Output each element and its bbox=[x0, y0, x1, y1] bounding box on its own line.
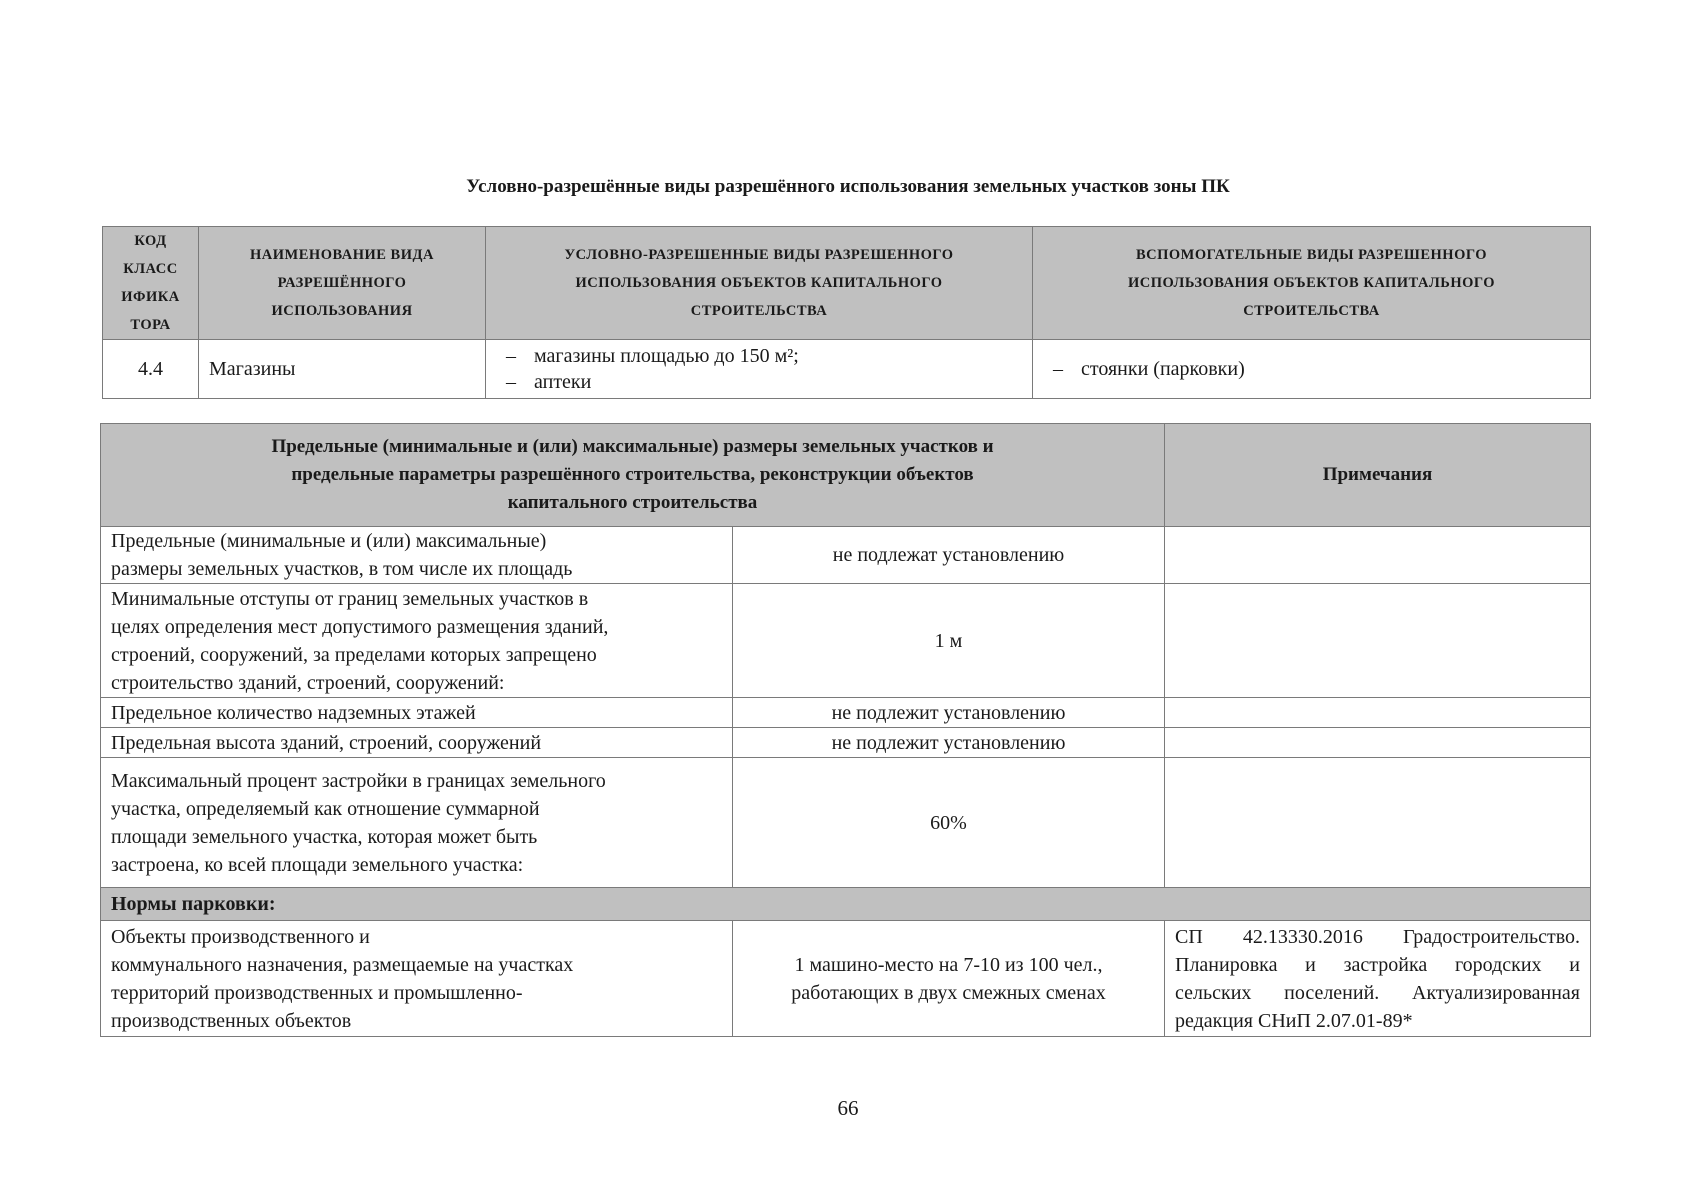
parameter-value: не подлежат установлению bbox=[733, 527, 1165, 584]
label-line: производственных объектов bbox=[111, 1009, 352, 1032]
parameter-value: 1 м bbox=[733, 584, 1165, 698]
table-row bbox=[101, 527, 1591, 584]
parameter-value: 60% bbox=[733, 758, 1165, 888]
header-notes: Примечания bbox=[1165, 424, 1591, 527]
list-item-text: аптеки bbox=[534, 371, 592, 393]
header-line: СТРОИТЕЛЬСТВА bbox=[690, 303, 828, 319]
auxiliary-uses-cell bbox=[1033, 340, 1591, 399]
parameter-note bbox=[1165, 527, 1591, 584]
table-row bbox=[101, 758, 1591, 888]
header-line: ИСПОЛЬЗОВАНИЯ ОБЪЕКТОВ КАПИТАЛЬНОГО bbox=[1127, 275, 1496, 291]
label-line: застроена, ко всей площади земельного участка: bbox=[111, 853, 524, 876]
header-auxiliary bbox=[1033, 227, 1591, 340]
label-line: Объекты производственного и bbox=[111, 925, 370, 948]
value-line: работающих в двух смежных сменах bbox=[791, 981, 1106, 1004]
table-row bbox=[101, 584, 1591, 698]
header-line: СТРОИТЕЛЬСТВА bbox=[1243, 303, 1380, 319]
parameter-note bbox=[1165, 698, 1591, 728]
list-item bbox=[506, 343, 1031, 369]
value-line: 1 машино-место на 7-10 из 100 чел., bbox=[794, 953, 1103, 976]
label-line: территорий производственных и промышленно- bbox=[111, 981, 523, 1004]
note-line: СП 42.13330.2016 Градостроительство. bbox=[1175, 925, 1580, 948]
list-item-text: стоянки (парковки) bbox=[1081, 358, 1245, 380]
table-row bbox=[101, 921, 1591, 1037]
header-line: ВСПОМОГАТЕЛЬНЫЕ ВИДЫ РАЗРЕШЕННОГО bbox=[1135, 247, 1488, 263]
table-row bbox=[101, 698, 1591, 728]
parameter-value: не подлежит установлению bbox=[733, 728, 1165, 758]
label-line: Максимальный процент застройки в границах земельного bbox=[111, 769, 606, 792]
header-line: ИСПОЛЬЗОВАНИЯ ОБЪЕКТОВ КАПИТАЛЬНОГО bbox=[575, 275, 943, 291]
parameter-label bbox=[101, 921, 733, 1037]
header-conditional bbox=[486, 227, 1033, 340]
parameter-label bbox=[101, 527, 733, 584]
label-line: Предельное количество надземных этажей bbox=[111, 701, 476, 724]
list-item bbox=[506, 369, 1031, 395]
header-line: РАЗРЕШЁННОГО bbox=[277, 275, 407, 291]
list-item bbox=[1053, 356, 1589, 382]
parameter-note bbox=[1165, 584, 1591, 698]
header-line: ИФИКА bbox=[121, 289, 180, 305]
header-code bbox=[103, 227, 199, 340]
parameter-value bbox=[733, 921, 1165, 1037]
conditional-uses-cell bbox=[486, 340, 1033, 399]
label-line: размеры земельных участков, в том числе их площадь bbox=[111, 558, 573, 580]
note-line: Планировка и застройка городских и bbox=[1175, 953, 1580, 976]
parameter-label bbox=[101, 758, 733, 888]
header-line: ИСПОЛЬЗОВАНИЯ bbox=[271, 303, 413, 319]
dash-bullet: – bbox=[506, 345, 516, 367]
section-row bbox=[101, 888, 1591, 921]
parameters-table bbox=[100, 423, 1591, 1037]
section-heading: Нормы парковки: bbox=[101, 888, 1591, 921]
parameter-note bbox=[1165, 758, 1591, 888]
label-line: участка, определяемый как отношение суммарной bbox=[111, 797, 540, 820]
parameter-label bbox=[101, 728, 733, 758]
header-line: УСЛОВНО-РАЗРЕШЕННЫЕ ВИДЫ РАЗРЕШЕННОГО bbox=[564, 247, 954, 263]
header-line: предельные параметры разрешённого строительства, реконструкции объектов bbox=[291, 464, 974, 485]
parameter-note bbox=[1165, 728, 1591, 758]
parameter-note bbox=[1165, 921, 1591, 1037]
name-cell: Магазины bbox=[199, 340, 486, 399]
label-line: целях определения мест допустимого размещения зданий, bbox=[111, 615, 609, 638]
code-cell: 4.4 bbox=[103, 340, 199, 399]
label-line: Предельные (минимальные и (или) максимальные) bbox=[111, 530, 547, 552]
header-name bbox=[199, 227, 486, 340]
permitted-use-table bbox=[102, 226, 1591, 399]
parameter-label bbox=[101, 584, 733, 698]
page-number: 66 bbox=[837, 1096, 859, 1120]
header-line: КОД bbox=[134, 233, 167, 249]
page-title: Условно-разрешённые виды разрешённого использования земельных участков зоны ПК bbox=[466, 176, 1230, 197]
header-line: капитального строительства bbox=[507, 492, 758, 513]
label-line: строений, сооружений, за пределами которых запрещено bbox=[111, 643, 597, 666]
header-line: Предельные (минимальные и (или) максимальные) размеры земельных участков и bbox=[271, 436, 994, 457]
parameter-value: не подлежит установлению bbox=[733, 698, 1165, 728]
list-item-text: магазины площадью до 150 м²; bbox=[534, 345, 799, 367]
label-line: Предельная высота зданий, строений, сооружений bbox=[111, 731, 542, 754]
note-line: сельских поселений. Актуализированная bbox=[1175, 981, 1580, 1004]
label-line: строительство зданий, строений, сооружений: bbox=[111, 671, 505, 694]
label-line: Минимальные отступы от границ земельных участков в bbox=[111, 587, 589, 610]
note-line: редакция СНиП 2.07.01-89* bbox=[1175, 1009, 1413, 1032]
parameter-label bbox=[101, 698, 733, 728]
dash-bullet: – bbox=[1053, 358, 1063, 380]
table-row bbox=[101, 728, 1591, 758]
table-header-row bbox=[103, 227, 1591, 340]
label-line: коммунального назначения, размещаемые на участках bbox=[111, 953, 574, 976]
table-header-row bbox=[101, 424, 1591, 527]
label-line: площади земельного участка, которая может быть bbox=[111, 825, 538, 848]
table-row bbox=[103, 340, 1591, 399]
header-line: ТОРА bbox=[130, 317, 171, 333]
header-line: КЛАСС bbox=[123, 261, 178, 277]
header-limits bbox=[101, 424, 1165, 527]
dash-bullet: – bbox=[506, 371, 516, 393]
header-line: НАИМЕНОВАНИЕ ВИДА bbox=[250, 247, 434, 263]
